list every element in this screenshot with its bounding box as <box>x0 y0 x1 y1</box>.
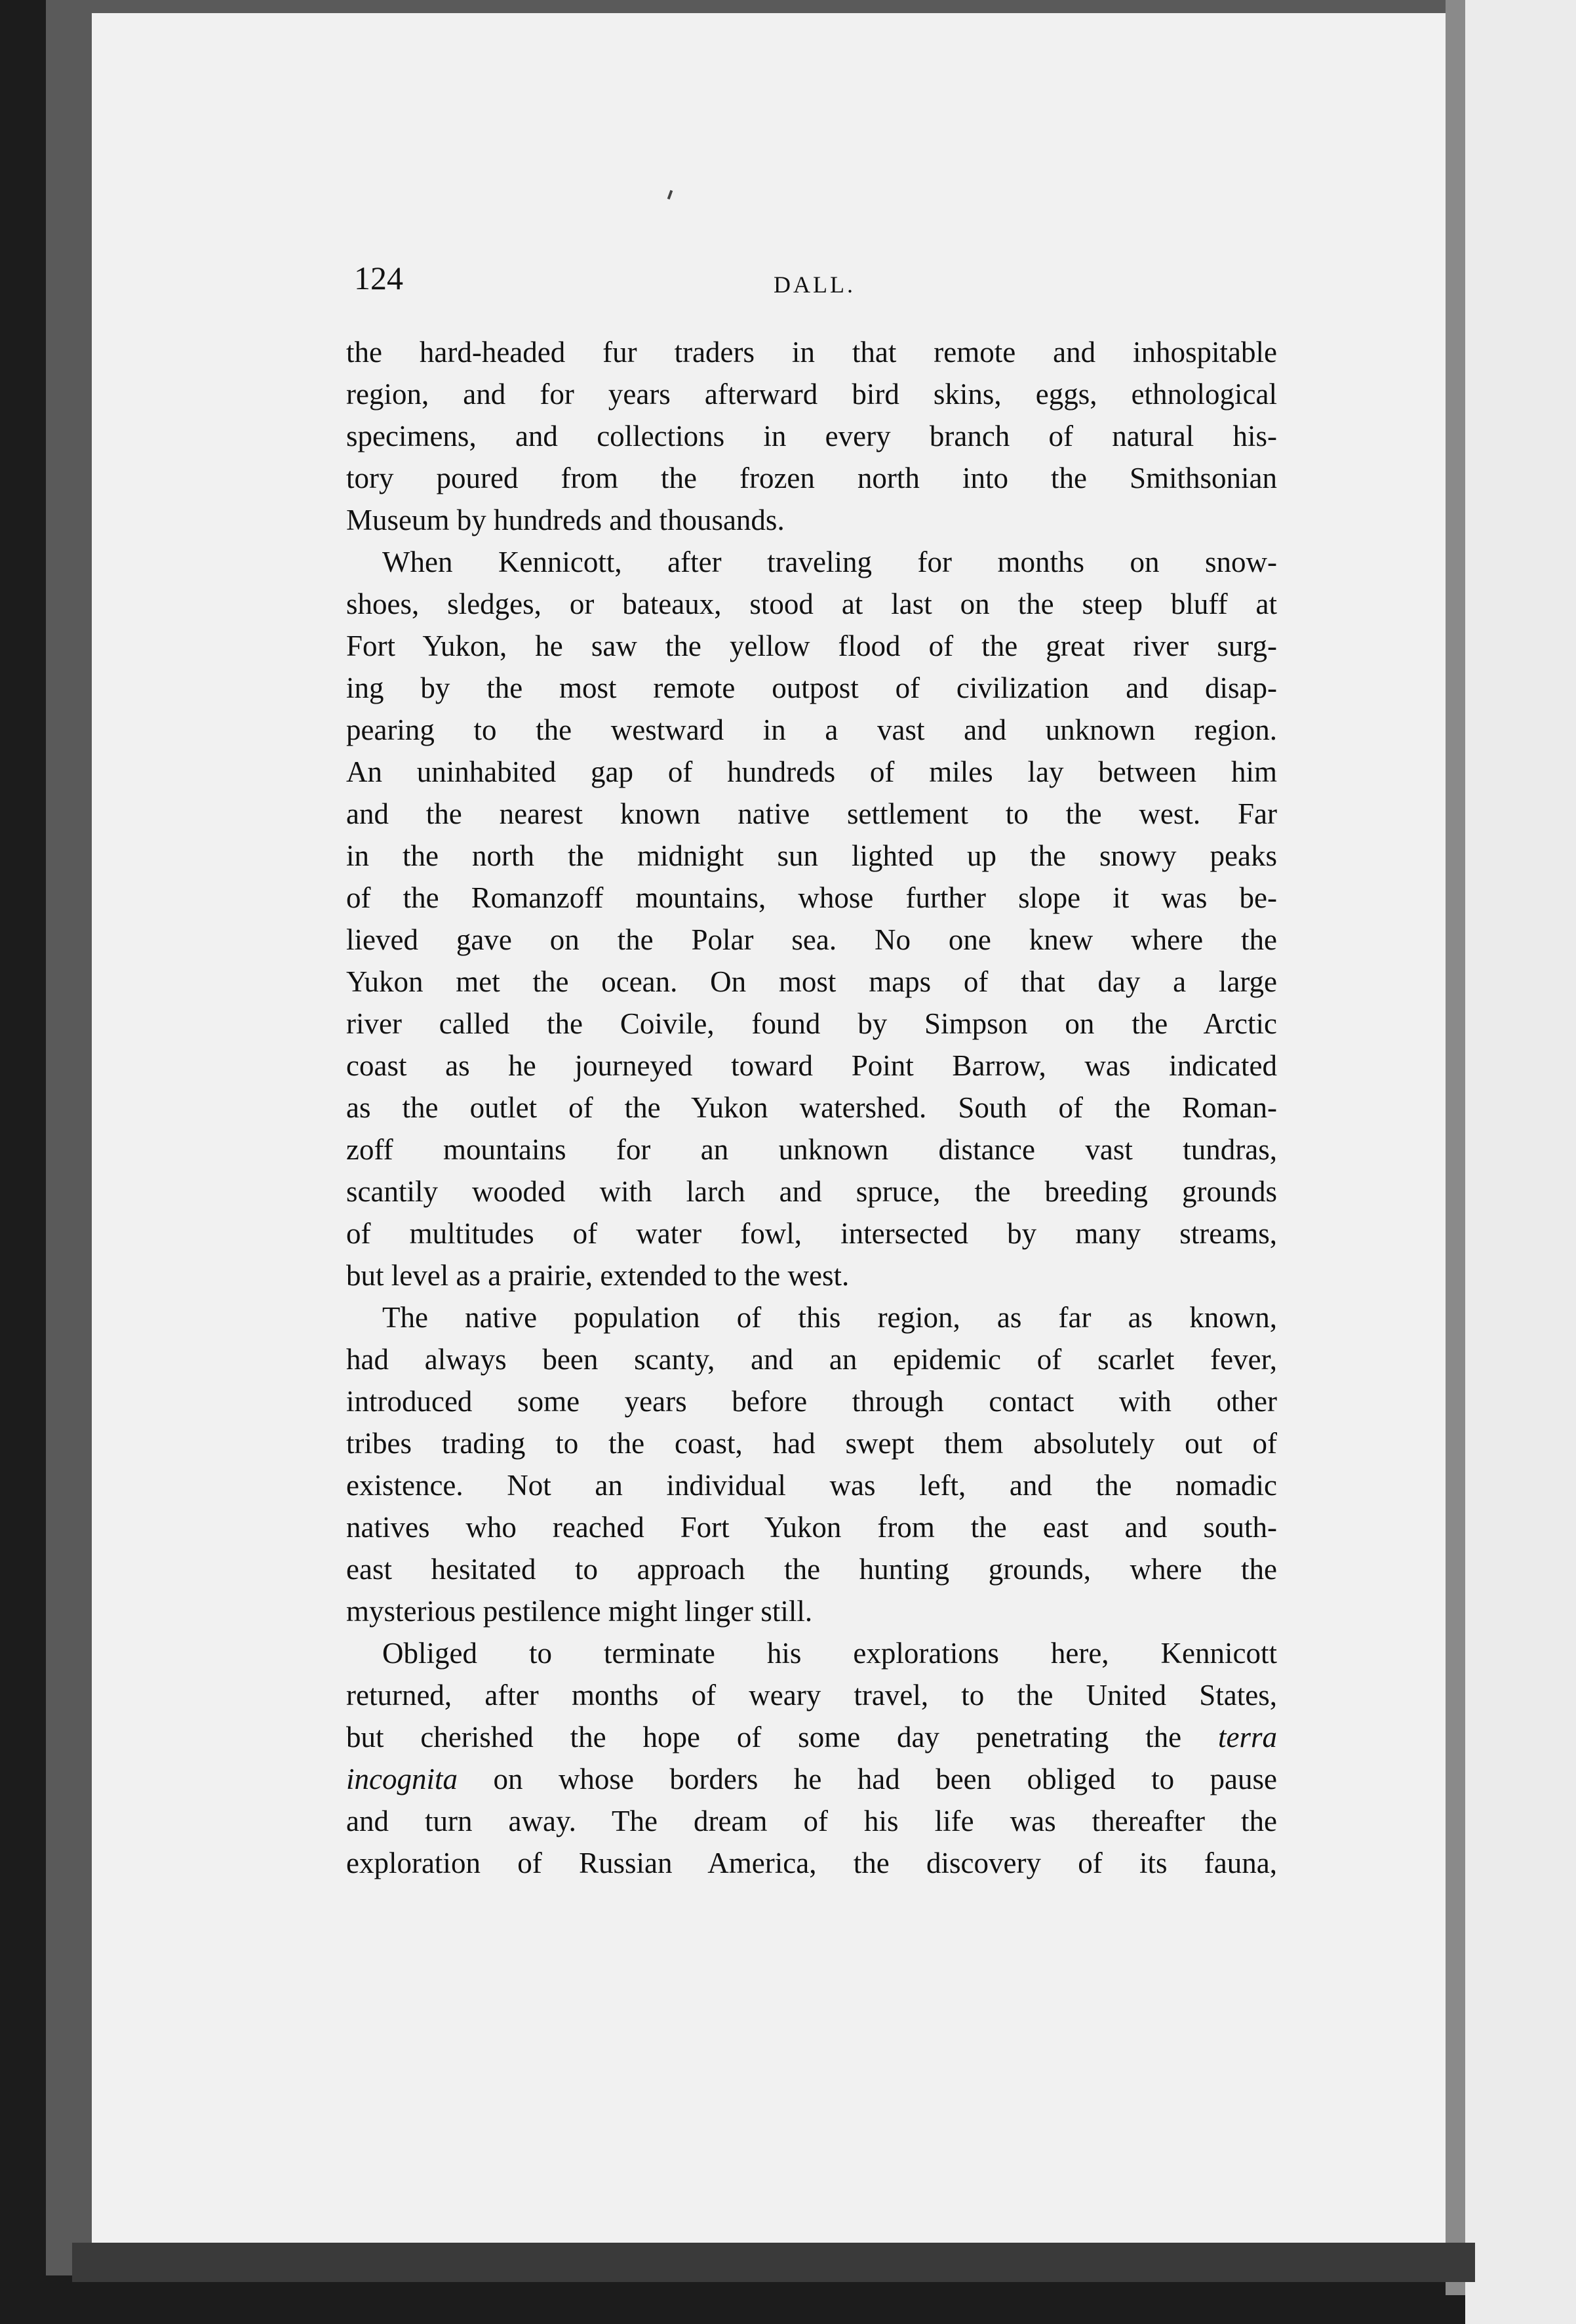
text-line: and turn away. The dream of his life was thereafter the <box>346 1805 1277 1837</box>
text-line-with-italic <box>346 1758 1277 1800</box>
text-line: lieved gave on the Polar sea. No one knew where the <box>346 923 1277 956</box>
text-line-with-italic <box>346 1716 1277 1758</box>
text-line: existence. Not an individual was left, and the nomadic <box>346 1469 1277 1502</box>
italic-term: incognita <box>346 1763 458 1795</box>
text-line: region, and for years afterward bird skins, eggs, ethnological <box>346 378 1277 411</box>
text-line: An uninhabited gap of hundreds of miles lay between him <box>346 755 1277 788</box>
text-line: the hard-headed fur traders in that remote and inhospitable <box>346 336 1277 369</box>
text-segment: but cherished the hope of some day penetrating the <box>346 1721 1182 1753</box>
text-line: east hesitated to approach the hunting grounds, where the <box>346 1553 1277 1586</box>
text-line: exploration of Russian America, the discovery of its fauna, <box>346 1847 1277 1879</box>
running-head: DALL. <box>774 271 856 298</box>
text-line: natives who reached Fort Yukon from the east and south- <box>346 1511 1277 1544</box>
italic-term: terra <box>1218 1721 1277 1753</box>
text-line: pearing to the westward in a vast and unknown region. <box>346 713 1277 746</box>
text-line: The native population of this region, as far as known, <box>382 1301 1277 1334</box>
text-line: mysterious pestilence might linger still. <box>346 1595 813 1628</box>
text-line: specimens, and collections in every branch of natural his- <box>346 420 1277 452</box>
page-number: 124 <box>354 260 403 296</box>
text-line: Fort Yukon, he saw the yellow flood of the great river surg- <box>346 630 1277 662</box>
right-page-edge <box>1446 0 1465 2295</box>
text-line: Yukon met the ocean. On most maps of that day a large <box>346 965 1277 998</box>
text-line: shoes, sledges, or bateaux, stood at last on the steep bluff at <box>346 588 1277 620</box>
text-line: river called the Coivile, found by Simpson on the Arctic <box>346 1007 1277 1040</box>
text-line: returned, after months of weary travel, to the United States, <box>346 1679 1277 1712</box>
text-line: Obliged to terminate his explorations here, Kennicott <box>382 1637 1277 1670</box>
text-line: zoff mountains for an unknown distance vast tundras, <box>346 1133 1277 1166</box>
text-segment: on whose borders he had been obliged to pause <box>493 1763 1278 1795</box>
right-page <box>1465 0 1576 2324</box>
text-line: as the outlet of the Yukon watershed. South of the Roman- <box>346 1091 1277 1124</box>
text-line: ing by the most remote outpost of civilization and disap- <box>346 671 1277 704</box>
text-line: tribes trading to the coast, had swept them absolutely out of <box>346 1427 1277 1460</box>
bottom-edge <box>72 2243 1475 2282</box>
text-line: and the nearest known native settlement to the west. Far <box>346 797 1277 830</box>
text-line: scantily wooded with larch and spruce, the breeding grounds <box>346 1175 1277 1208</box>
text-line: had always been scanty, and an epidemic of scarlet fever, <box>346 1343 1277 1376</box>
text-line: in the north the midnight sun lighted up the snowy peaks <box>346 839 1277 872</box>
body-text <box>346 331 1277 1884</box>
text-line: coast as he journeyed toward Point Barrow, was indicated <box>346 1049 1277 1082</box>
text-line: tory poured from the frozen north into the Smithsonian <box>346 462 1277 494</box>
text-line: Museum by hundreds and thousands. <box>346 504 785 536</box>
text-line: of the Romanzoff mountains, whose further slope it was be- <box>346 881 1277 914</box>
text-line: of multitudes of water fowl, intersected by many streams, <box>346 1217 1277 1250</box>
page-header <box>354 259 1272 305</box>
text-line: introduced some years before through contact with other <box>346 1385 1277 1418</box>
text-line: When Kennicott, after traveling for months on snow- <box>382 546 1277 578</box>
text-line: but level as a prairie, extended to the west. <box>346 1259 850 1292</box>
